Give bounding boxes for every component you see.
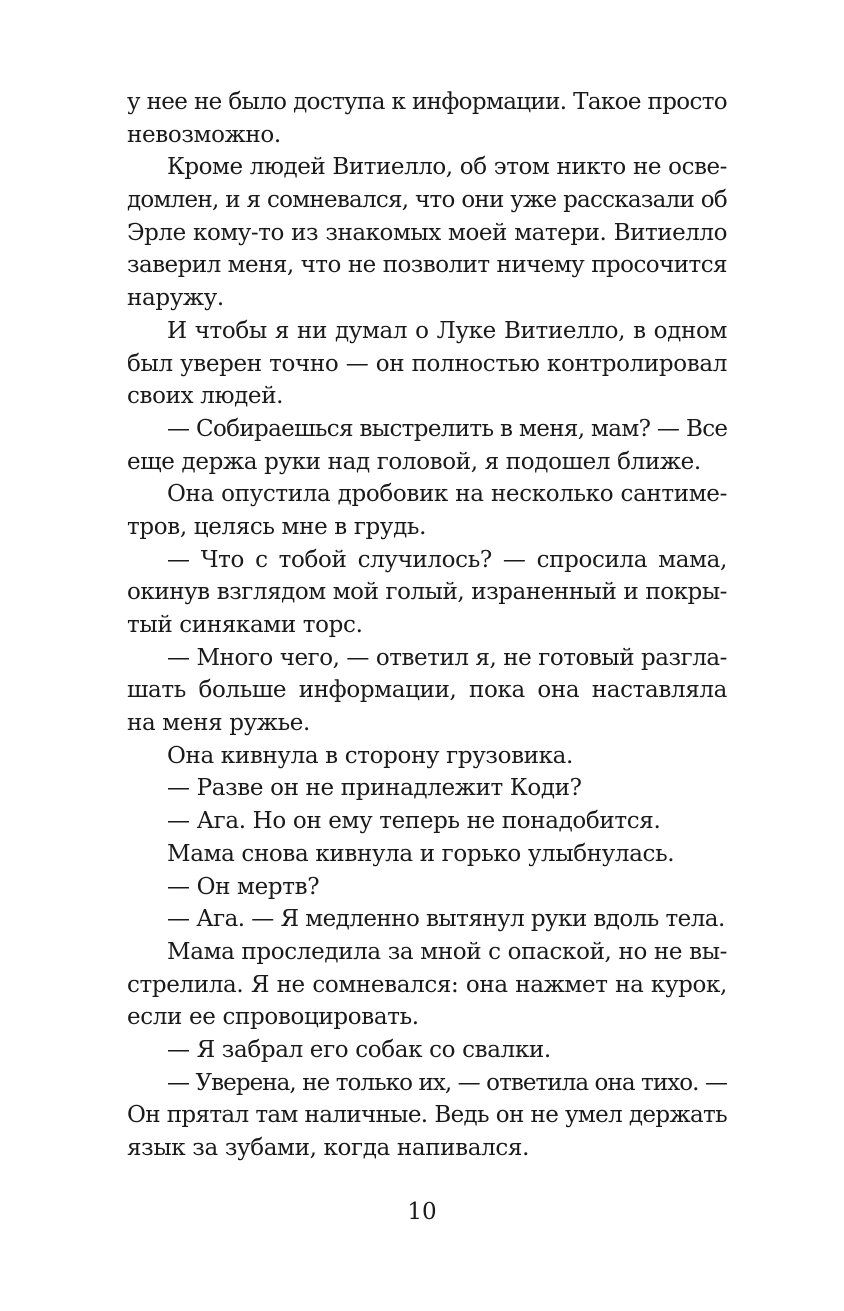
- text-line: — Собираешься выстрелить в меня, мам? — Все: [167, 415, 728, 442]
- text-line: Она опустила дробовик на несколько сантиме-: [167, 481, 727, 508]
- text-line: — Много чего, — ответил я, не готовый разгла-: [167, 644, 727, 671]
- text-line: если ее спровоцировать.: [127, 1004, 419, 1031]
- text-line: — Что с тобой случилось? — спросила мама,: [167, 546, 727, 573]
- text-line: И чтобы я ни думал о Луке Витиелло, в одном: [167, 317, 727, 344]
- text-line: тый синяками торс.: [127, 612, 363, 638]
- text-line: стрелила. Я не сомневался: она нажмет на курок,: [127, 971, 727, 998]
- text-line: Кроме людей Витиелло, об этом никто не осве-: [167, 154, 727, 181]
- text-line: шать больше информации, пока она наставляла: [127, 677, 727, 704]
- text-line: Он прятал там наличные. Ведь он не умел держать: [127, 1102, 727, 1129]
- text-line: окинув взглядом мой голый, израненный и покры-: [127, 579, 727, 606]
- text-line: заверил меня, что не позволит ничему просочится: [127, 252, 727, 279]
- text-line: Мама проследила за мной с опаской, но не вы-: [167, 938, 728, 965]
- text-line: тров, целясь мне в грудь.: [127, 513, 427, 540]
- text-line: — Я забрал его собак со свалки.: [167, 1036, 551, 1063]
- text-line: своих людей.: [127, 383, 284, 410]
- text-line: — Он мертв?: [167, 873, 320, 900]
- text-line: домлен, и я сомневался, что они уже рассказали об: [127, 187, 727, 214]
- text-line: у нее не было доступа к информации. Такое просто: [127, 89, 727, 115]
- text-line: был уверен точно — он полностью контролировал: [127, 350, 727, 377]
- text-line: Эрле кому-то из знакомых моей матери. Витиелло: [127, 219, 727, 246]
- text-line: невозможно.: [127, 121, 281, 148]
- body-text: [127, 86, 727, 1165]
- text-line: Мама снова кивнула и горько улыбнулась.: [167, 840, 675, 867]
- text-line: — Уверена, не только их, — ответила она тихо. —: [167, 1069, 727, 1096]
- text-line: наружу.: [127, 285, 224, 312]
- text-line: Она кивнула в сторону грузовика.: [167, 742, 573, 769]
- text-line: — Ага. Но он ему теперь не понадобится.: [167, 808, 661, 835]
- text-line: — Ага. — Я медленно вытянул руки вдоль тела.: [167, 906, 725, 933]
- page-number: 10: [407, 1199, 437, 1225]
- text-line: — Разве он не принадлежит Коди?: [167, 775, 582, 802]
- text-line: еще держа руки над головой, я подошел ближе.: [127, 448, 701, 475]
- text-line: на меня ружье.: [127, 710, 310, 737]
- text-line: язык за зубами, когда напивался.: [127, 1135, 530, 1161]
